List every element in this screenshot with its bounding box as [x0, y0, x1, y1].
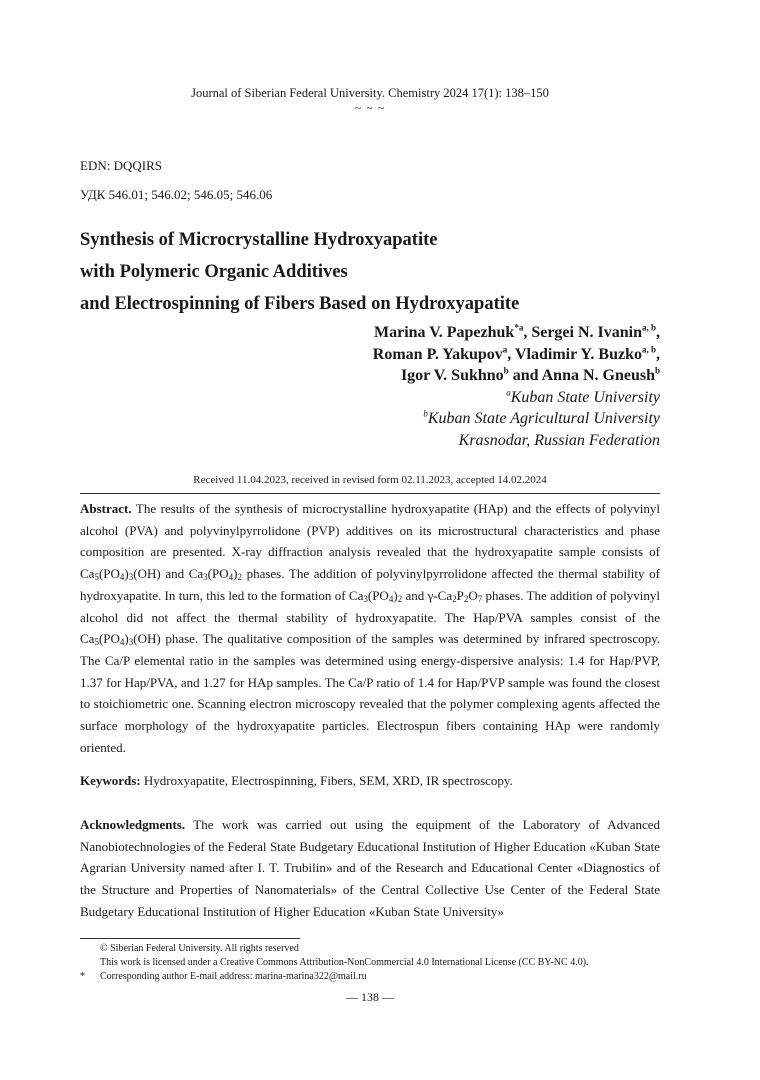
edn-code: EDN: DQQIRS — [80, 158, 162, 173]
affiliation-location: Krasnodar, Russian Federation — [458, 431, 660, 449]
author-block — [373, 322, 660, 451]
footnote-license: This work is licensed under a Creative Commons Attribution-NonCommercial 4.0 International License (CC BY-NC 4.0). — [100, 957, 589, 968]
author-name: Roman P. Yakupov — [372, 345, 503, 363]
title-line-2: with Polymeric Organic Additives — [80, 262, 348, 282]
keywords-text: Hydroxyapatite, Electrospinning, Fibers, SEM, XRD, IR spectroscopy. — [143, 773, 513, 788]
header-separator: ~ ~ ~ — [354, 101, 386, 115]
title-line-1: Synthesis of Microcrystalline Hydroxyapatite — [80, 230, 438, 250]
udk-code: УДК 546.01; 546.02; 546.05; 546.06 — [80, 187, 273, 202]
author-affiliation-mark: b — [654, 365, 660, 376]
acknowledgments — [80, 814, 660, 923]
author-affiliation-mark: b — [503, 365, 509, 376]
title-line-3: and Electrospinning of Fibers Based on Hydroxyapatite — [80, 294, 520, 314]
affiliation-a: $^a$Kuban State University — [506, 387, 660, 406]
authors-line-1: Marina V. Papezhuk$^{*a}$, Sergei N. Ivanin$^{a, b}$, — [373, 322, 660, 341]
author-name: Igor V. Sukhno — [400, 367, 504, 384]
footnote-divider — [80, 938, 300, 939]
acknowledgments-label: Acknowledgments. — [80, 817, 186, 832]
journal-header: Journal of Siberian Federal University. Chemistry 2024 17(1): 138–150 — [191, 86, 549, 100]
acknowledgments-text: The work was carried out using the equipment of the Laboratory of Advanced Nanobiotechnologies of the Federal State Budgetary Educational Institution of Higher Education «Kuban State Agrarian University named after I. T. Trubilin» and of the Research and Educational Center «Diagnostics of the Structure and Properties of Nanomaterials» of the Central Collective Use Center of the Federal State Budgetary Educational Institution of Higher Education «Kuban State University» — [80, 817, 661, 919]
divider — [80, 493, 660, 494]
author-affiliation-mark: a, b — [641, 344, 656, 355]
page-number: — 138 — — [346, 990, 394, 1004]
affiliation-b: $^b$Kuban State Agricultural University — [423, 408, 660, 427]
abstract: Abstract. The results of the synthesis of microcrystalline hydroxyapatite (HAp) and the effects of polyvinyl alcohol (PVA) and polyvinylpyrrolidone (PVP) additives on its microstructural characteristics and phase composition are presented. X-ray diffraction analysis revealed that the hydroxyapatite sample consists of $Ca_5(PO_4)_3(OH)$ and $Ca_3(PO_4)_2$ phases. The addition of polyvinylpyrrolidone affected the thermal stability of hydroxyapatite. In turn, this led to the formation of $Ca_3(PO_4)_2$ and $\gamma-Ca_2P_2O_7$ phases. The addition of polyvinyl alcohol did not affect the thermal stability of hydroxyapatite. The Hap/PVA samples consist of the $Ca_5(PO_4)_3(OH)$ phase. The qualitative composition of the samples was determined by infrared spectroscopy. The Ca/P elemental ratio in the samples was determined using energy-dispersive analysis: 1.4 for Hap/PVP, 1.37 for Hap/PVA, and 1.27 for HAp samples. The Ca/P ratio of 1.4 for Hap/PVP sample was found the closest to stoichiometric one. Scanning electron microscopy revealed that the polymer complexing agents affected the surface morphology of the hydroxyapatite particles. Electrospun fibers containing HAp were randomly oriented. — [80, 501, 660, 755]
footnote-star: * — [80, 971, 85, 982]
authors-line-2: Roman P. Yakupov$^a$, Vladimir Y. Buzko$^{a, b}$, — [372, 344, 660, 363]
author-affiliation-mark: a — [502, 344, 508, 355]
received-dates: Received 11.04.2023, received in revised form 02.11.2023, accepted 14.02.2024 — [193, 474, 547, 486]
footnote-corresponding-author: Corresponding author E-mail address: marina-marina322@mail.ru — [100, 971, 367, 982]
abstract-label: Abstract. — [80, 501, 132, 516]
authors-line-3 — [373, 365, 660, 387]
keywords-label: Keywords: — [80, 773, 141, 788]
article-title — [80, 224, 519, 320]
author-affiliation-mark: a, b — [641, 322, 656, 333]
author-affiliation-mark: *a — [514, 322, 524, 333]
author-conjunction: and — [512, 367, 539, 384]
footnote-copyright: © Siberian Federal University. All rights reserved — [100, 943, 299, 954]
keywords — [80, 770, 660, 792]
author-name: Sergei N. Ivanin — [531, 324, 642, 341]
author-name: Vladimir Y. Buzko — [514, 345, 642, 363]
author-name: Marina V. Papezhuk — [373, 324, 515, 341]
author-name: Anna N. Gneush — [541, 367, 655, 384]
